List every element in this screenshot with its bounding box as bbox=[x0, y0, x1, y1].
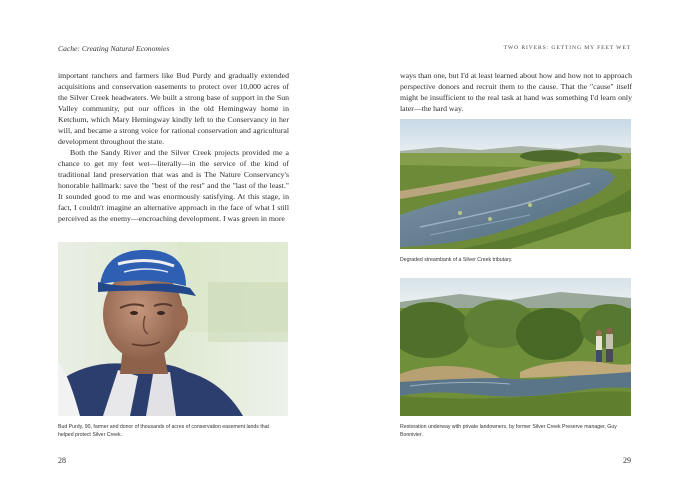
degraded-streambank-image bbox=[400, 119, 631, 249]
restoration-caption: Restoration underway with private landowners, by former Silver Creek Preserve manager, Guy Bonnivier. bbox=[400, 424, 617, 438]
bud-purdy-caption: Bud Purdy, 90, farmer and donor of thousands of acres of conservation easement lands that helped protect Silver Creek. bbox=[58, 424, 269, 438]
right-page bbox=[344, 0, 688, 500]
page-number-left: 28 bbox=[58, 456, 66, 465]
bud-purdy-portrait-image bbox=[58, 242, 288, 416]
restoration-image bbox=[400, 278, 631, 416]
degraded-streambank-caption: Degraded streambank of a Silver Creek tributary. bbox=[400, 257, 513, 263]
left-body-text bbox=[58, 70, 289, 224]
bud-purdy-photo bbox=[58, 242, 288, 416]
degraded-streambank-photo bbox=[400, 119, 631, 249]
restoration-photo bbox=[400, 278, 631, 416]
running-head-title: Creating Natural Economies bbox=[81, 44, 170, 53]
left-paragraph-1: important ranchers and farmers like Bud Purdy and gradually extended acquisitions and conservation easements to protect over 10,000 acres of the Silver Creek headwaters. We built a strong base of support in the Sun Valley community, put our offices in the old Hemingway home in Ketchum, which Mary Hemingway kindly left to the Conservancy in her will, and became a strong voice for rational conservation and agricultural development throughout the state. bbox=[58, 71, 289, 146]
running-head-prefix: Cache: bbox=[58, 44, 82, 53]
running-head-left bbox=[58, 44, 169, 53]
right-paragraph-1: ways than one, but I'd at least learned about how and how not to approach perspective donors and recruit them to the cause. That the "cause" itself might be insufficient to the real task at hand was something I'd learn only later—the hard way. bbox=[400, 71, 632, 113]
running-head-right: TWO RIVERS: GETTING MY FEET WET bbox=[503, 45, 631, 51]
page-number-right: 29 bbox=[623, 456, 631, 465]
left-paragraph-2: Both the Sandy River and the Silver Creek projects provided me a chance to get my feet wet—literally—in the service of the kind of traditional land preservation that was and is The Nature Conservancy's honorable hallmark: save the "best of the rest" and the "last of the least." It sounded good to me and was enormously satisfying. At this stage, in fact, I couldn't imagine an alternative approach in the face of what I still perceived as the enemy—encroaching development. I was green in more bbox=[58, 148, 289, 223]
right-body-text bbox=[400, 70, 632, 114]
